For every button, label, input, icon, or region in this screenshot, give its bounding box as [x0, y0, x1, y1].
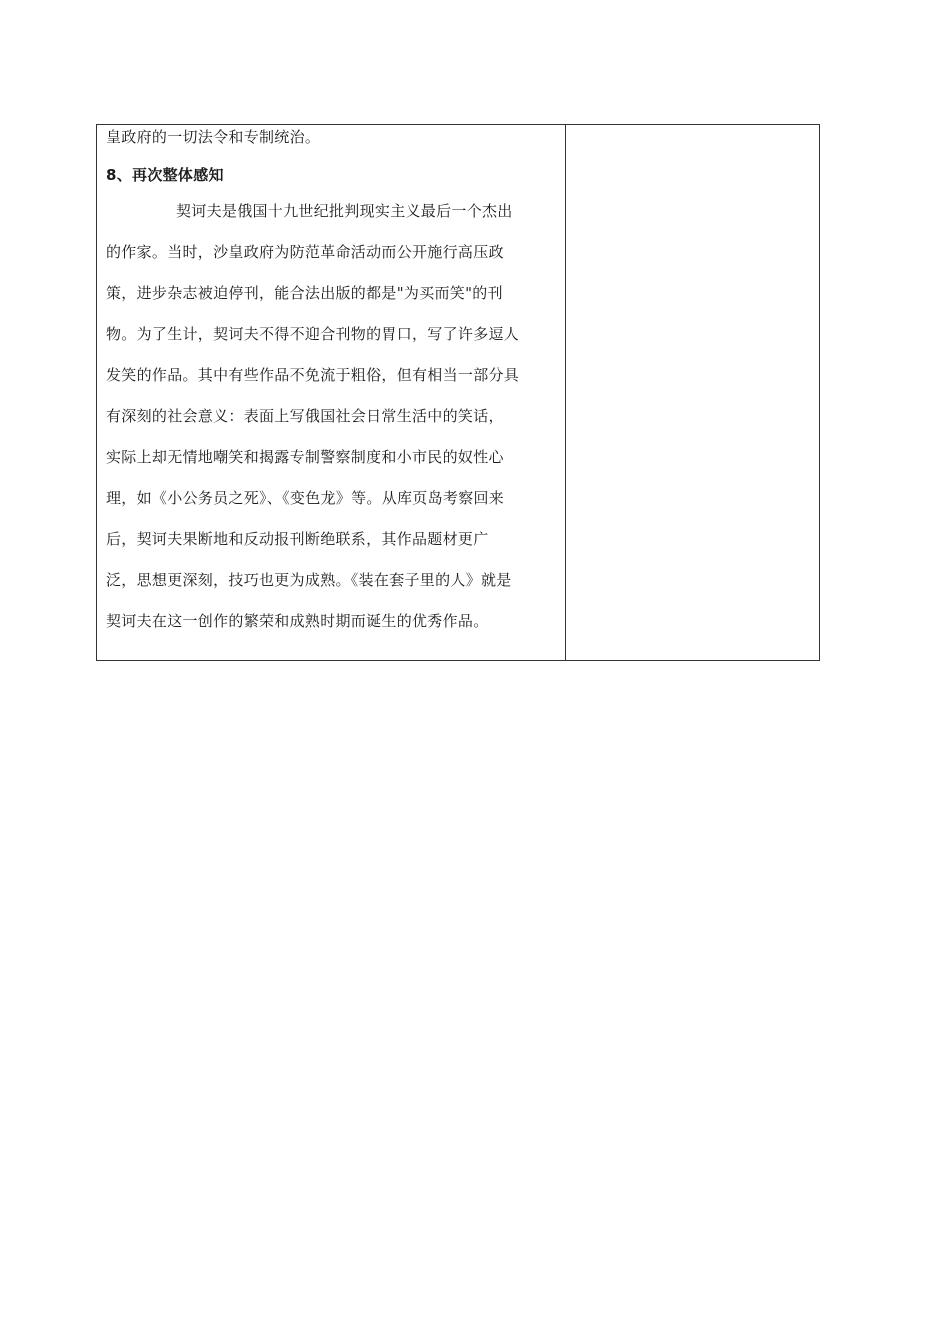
paragraph-line-7: 实际上却无情地嘲笑和揭露专制警察制度和小市民的奴性心 — [106, 448, 504, 466]
section-heading: 8、再次整体感知 — [106, 166, 224, 184]
paragraph-line-6: 有深刻的社会意义：表面上写俄国社会日常生活中的笑话， — [106, 407, 504, 425]
paragraph-line-4: 物。为了生计，契诃夫不得不迎合刊物的胃口，写了许多逗人 — [106, 325, 520, 343]
paragraph-line-9: 后，契诃夫果断地和反动报刊断绝联系，其作品题材更广 — [106, 530, 489, 548]
content-table — [96, 124, 820, 661]
paragraph-line-3: 策，进步杂志被迫停刊，能合法出版的都是"为买而笑"的刊 — [106, 284, 503, 302]
paragraph-line-8: 理，如《小公务员之死》、《变色龙》等。从库页岛考察回来 — [106, 489, 505, 507]
paragraph-line-11: 契诃夫在这一创作的繁荣和成熟时期而诞生的优秀作品。 — [106, 612, 489, 630]
table-cell-left — [97, 125, 566, 660]
paragraph-line-10: 泛，思想更深刻，技巧也更为成熟。《装在套子里的人》就是 — [106, 571, 512, 589]
paragraph-line-2: 的作家。当时，沙皇政府为防范革命活动而公开施行高压政 — [106, 243, 504, 261]
text-line-1: 皇政府的一切法令和专制统治。 — [106, 128, 321, 146]
table-cell-right — [566, 125, 819, 660]
paragraph-line-5: 发笑的作品。其中有些作品不免流于粗俗，但有相当一部分具 — [106, 366, 520, 384]
paragraph-line-1: 契诃夫是俄国十九世纪批判现实主义最后一个杰出 — [176, 202, 513, 220]
